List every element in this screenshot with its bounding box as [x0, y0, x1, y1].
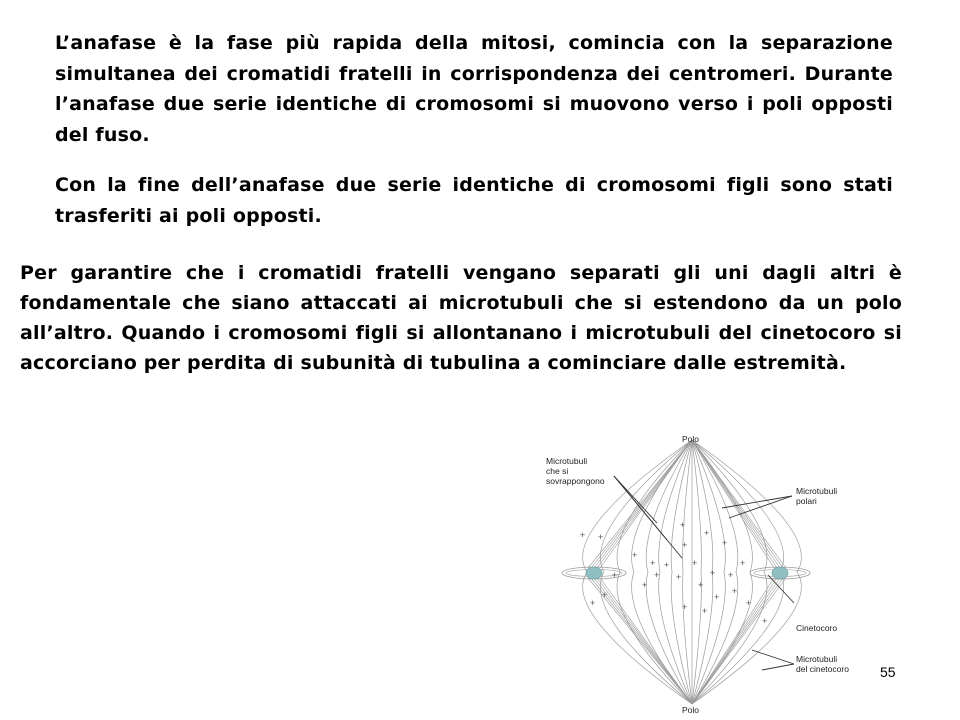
label-pointers [614, 476, 794, 670]
microtubule-line [671, 440, 692, 704]
anaphase-spindle-diagram [532, 428, 870, 720]
plus-end-marker: + [654, 570, 660, 580]
plus-end-marker: + [682, 540, 688, 550]
kinetochore-label: Cinetocoro [796, 623, 838, 633]
microtubule-line [692, 440, 784, 704]
page-number: 55 [880, 664, 896, 680]
plus-end-marker: + [728, 570, 734, 580]
plus-end-marker: + [612, 570, 618, 580]
plus-end-marker: + [746, 598, 752, 608]
overlap-label-line2: che si [546, 466, 569, 476]
pole-bottom-label: Polo [682, 705, 700, 715]
microtubule-line [683, 440, 692, 704]
plus-end-marker: + [598, 532, 604, 542]
plus-end-marker: + [676, 572, 682, 582]
kinetochore-fibre [692, 578, 780, 704]
plus-end-marker: + [680, 520, 686, 530]
plus-end-marker: + [702, 606, 708, 616]
plus-end-marker: + [722, 538, 728, 548]
kinetochore-fibre [597, 578, 692, 704]
kinetochore-fibre [692, 578, 777, 704]
microtubule-line [692, 440, 704, 704]
plus-end-marker: + [682, 602, 688, 612]
plus-end-marker: + [590, 598, 596, 608]
kinetochore-fibre [692, 440, 777, 568]
plus-end-marker: + [732, 586, 738, 596]
kinetochore-fibre [692, 578, 774, 704]
plus-end-marker: + [650, 558, 656, 568]
kinetochore-fibre [692, 440, 780, 568]
plus-end-marker: + [710, 568, 716, 578]
plus-end-marker: + [762, 616, 768, 626]
overlap-label-line3: sovrappongono [546, 476, 605, 486]
chromosome-right [750, 567, 810, 579]
plus-end-markers [580, 520, 767, 626]
plus-end-marker: + [642, 580, 648, 590]
plus-end-marker: + [664, 560, 670, 570]
kinetochore-fibre [692, 440, 786, 568]
plus-end-marker: + [740, 558, 746, 568]
polar-label-line2: polari [796, 496, 817, 506]
kinetochore-fibre [597, 440, 692, 568]
paragraph-anaphase-intro: L’anafase è la fase più rapida della mitosi, comincia con la separazione simultanea dei cromatidi fratelli in corrispondenza dei centromeri. Durante l’anafase due serie identiche di cromosomi si muovono verso i poli opposti del fuso. [55, 32, 893, 146]
plus-end-marker: + [580, 530, 586, 540]
pole-top-label: Polo [682, 434, 700, 444]
plus-end-marker: + [714, 592, 720, 602]
plus-end-marker: + [632, 550, 638, 560]
kinetochore-fibre [692, 578, 786, 704]
kt-microtubule-label-line2: del cinetocoro [796, 664, 849, 674]
plus-end-marker: + [698, 580, 704, 590]
kinetochore-fibre [600, 578, 692, 704]
paragraph-chromatid-separation: Per garantire che i cromatidi fratelli vengano separati gli uni dagli altri è fondamentale che siano attaccati ai microtubuli che si estendono da un polo all’altro. Quando i cromosomi figli si allontanano i microtubuli del cinetocoro si accorciano per perdita di subunità di tubulina a cominciare dalle estremità. [20, 262, 902, 374]
paragraph-anaphase-end: Con la fine dell’anafase due serie identiche di cromosomi figli sono stati trasferiti ai poli opposti. [55, 174, 893, 227]
plus-end-marker: + [704, 528, 710, 538]
polar-label-line1: Microtubuli [796, 486, 838, 496]
kt-microtubule-label-line1: Microtubuli [796, 654, 838, 664]
plus-end-marker: + [602, 590, 608, 600]
kinetochore-fibre [692, 440, 774, 568]
overlap-label-line1: Microtubuli [546, 456, 588, 466]
plus-end-marker: + [692, 558, 698, 568]
